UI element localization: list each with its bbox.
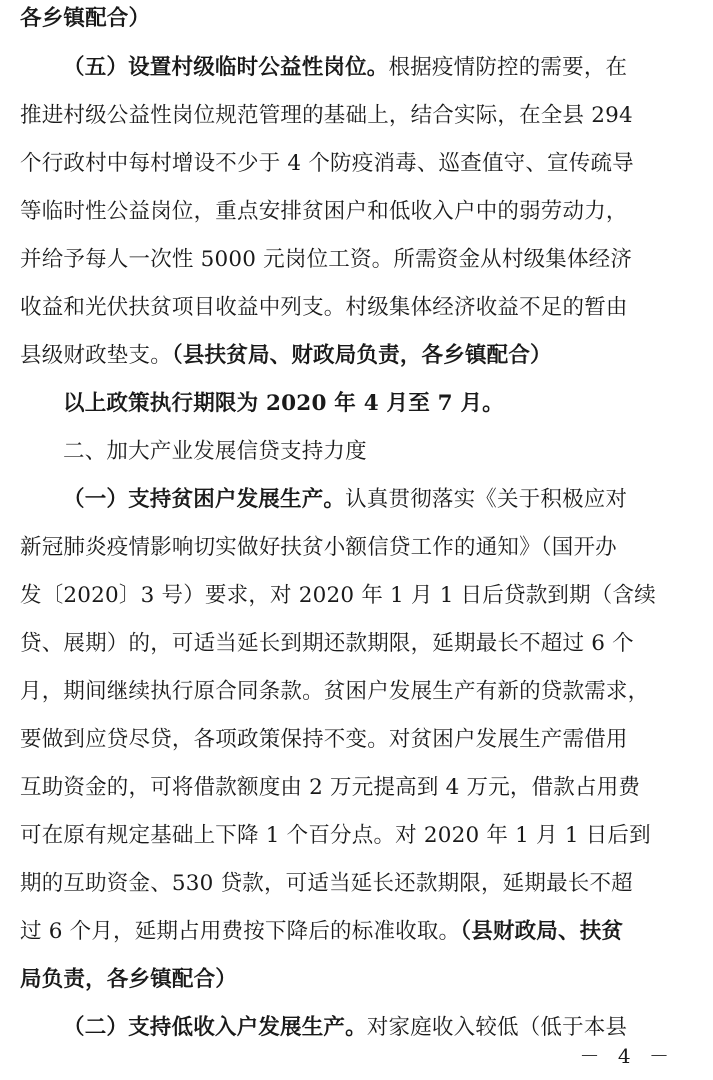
body-text: 月，期间继续执行原合同条款。贫困户发展生产有新的贷款需求， [20, 679, 650, 704]
text-line [20, 291, 692, 325]
bold-text: （县扶贫局、财政局负责，各乡镇配合） [171, 343, 552, 368]
text-line [20, 627, 692, 661]
body-text: 互助资金的，可将借款额度由 2 万元提高到 4 万元，借款占用费 [20, 775, 641, 800]
body-text: 对家庭收入较低（低于本县 [366, 1015, 628, 1040]
bold-text: 以上政策执行期限为 2020 年 4 月至 7 月。 [63, 391, 504, 416]
body-text: 过 6 个月，延期占用费按下降后的标准收取。 [20, 919, 461, 944]
text-line [20, 867, 692, 901]
text-line [63, 387, 692, 421]
body-text: 个行政村中每村增设不少于 4 个防疫消毒、巡查值守、宣传疏导 [20, 151, 634, 176]
body-text: 推进村级公益性岗位规范管理的基础上，结合实际，在全县 294 [20, 103, 633, 128]
text-line [20, 915, 692, 949]
page-number: － 4 － [579, 1044, 675, 1068]
body-text: 根据疫情防控的需要，在 [388, 55, 628, 80]
text-line [20, 579, 692, 613]
text-line [20, 243, 692, 277]
body-text: 新冠肺炎疫情影响切实做好扶贫小额信贷工作的通知》（国开办 [20, 535, 617, 560]
text-line [20, 963, 692, 997]
text-line [20, 99, 692, 133]
text-line [20, 723, 692, 757]
bold-text: （县财政局、扶贫 [460, 919, 624, 944]
bold-text: 各乡镇配合） [20, 6, 151, 31]
section-heading: （二）支持低收入户发展生产。 [63, 1015, 367, 1040]
text-line [20, 2, 692, 36]
text-line [20, 339, 692, 373]
text-line [63, 483, 692, 517]
text-line [63, 435, 692, 469]
text-line [20, 819, 692, 853]
body-text: 贷、展期）的，可适当延长到期还款期限，延期最长不超过 6 个 [20, 631, 634, 656]
text-line [63, 51, 692, 85]
body-text: 认真贯彻落实《关于积极应对 [345, 487, 628, 512]
text-line [20, 147, 692, 181]
body-text: 可在原有规定基础上下降 1 个百分点。对 2020 年 1 月 1 日后到 [20, 823, 651, 848]
text-line [20, 675, 692, 709]
section-heading: 二、加大产业发展信贷支持力度 [63, 439, 367, 464]
body-text: 要做到应贷尽贷，各项政策保持不变。对贫困户发展生产需借用 [20, 727, 628, 752]
body-text: 并给予每人一次性 5000 元岗位工资。所需资金从村级集体经济 [20, 247, 633, 272]
text-line [20, 771, 692, 805]
section-heading: （一）支持贫困户发展生产。 [63, 487, 346, 512]
body-text: 收益和光伏扶贫项目收益中列支。村级集体经济收益不足的暂由 [20, 295, 628, 320]
body-text: 等临时性公益岗位，重点安排贫困户和低收入户中的弱劳动力， [20, 199, 628, 224]
section-heading: （五）设置村级临时公益性岗位。 [63, 55, 389, 80]
text-line [20, 531, 692, 565]
bold-text: 局负责，各乡镇配合） [20, 967, 238, 992]
body-text: 发〔2020〕3 号）要求，对 2020 年 1 月 1 日后贷款到期（含续 [20, 583, 656, 608]
body-text: 县级财政垫支。 [20, 343, 172, 368]
body-text: 期的互助资金、530 贷款，可适当延长还款期限，延期最长不超 [20, 871, 633, 896]
text-line [20, 195, 692, 229]
